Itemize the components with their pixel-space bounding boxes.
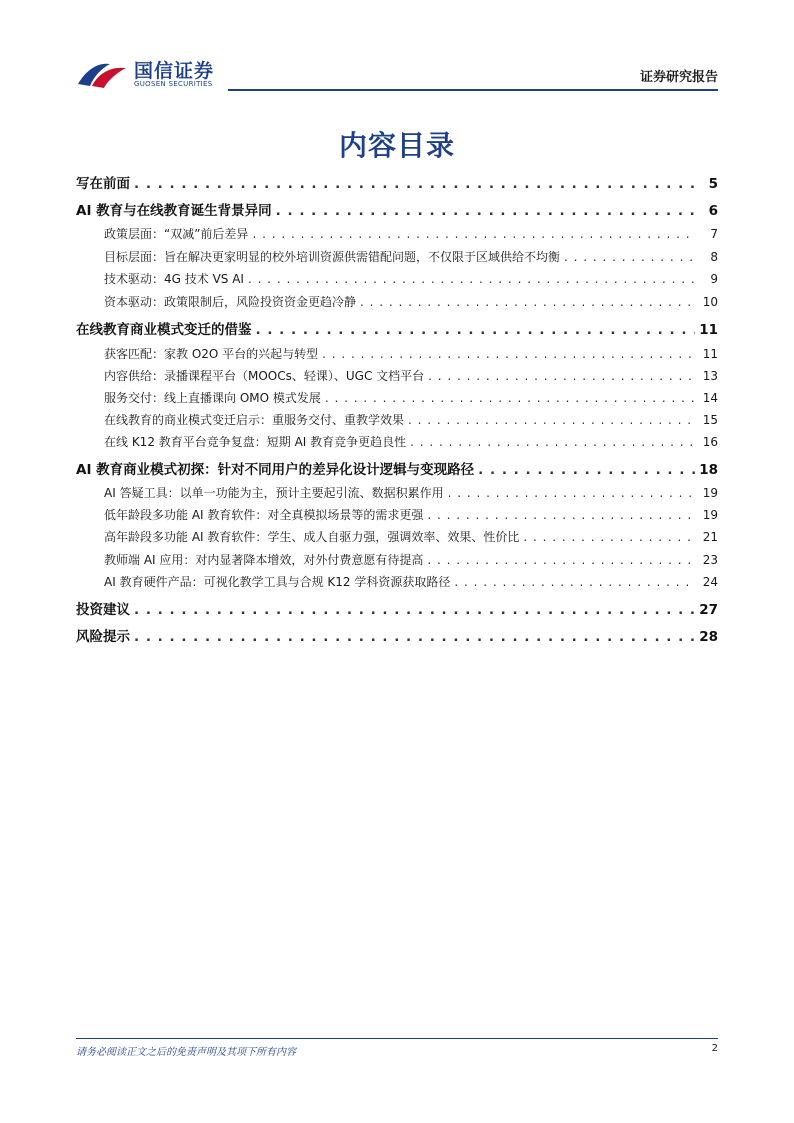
toc-entry-page: 28 [699, 629, 718, 645]
toc-entry-page: 15 [702, 413, 718, 427]
toc-entry[interactable] [76, 199, 718, 219]
toc-entry[interactable] [76, 172, 718, 192]
toc-entry-label: 技术驱动：4G 技术 VS AI [104, 272, 244, 286]
dot-leader [454, 575, 696, 589]
toc-entry-label: 低年龄段多功能 AI 教育软件：对全真模拟场景等的需求更强 [104, 508, 424, 522]
toc-entry-page: 18 [699, 462, 718, 478]
toc-entry-label: 在线 K12 教育平台竞争复盘：短期 AI 教育竞争更趋良性 [104, 435, 407, 449]
toc-subentry[interactable] [76, 389, 718, 406]
toc-entry-label: 写在前面 [76, 176, 130, 192]
toc-subentry[interactable] [76, 293, 718, 310]
toc-entry-page: 16 [702, 435, 718, 449]
toc-entry-page: 14 [702, 391, 718, 405]
toc-entry-page: 8 [710, 250, 718, 264]
toc-entry[interactable] [76, 458, 718, 478]
toc-subentry[interactable] [76, 411, 718, 428]
toc-entry-label: AI 教育商业模式初探：针对不同用户的差异化设计逻辑与变现路径 [76, 462, 475, 478]
dot-leader [564, 250, 696, 264]
toc-entry-label: 政策层面：“双减”前后差异 [104, 227, 249, 241]
toc-subentry[interactable] [76, 528, 718, 545]
dot-leader [252, 227, 696, 241]
toc-entry-page: 5 [708, 176, 718, 192]
toc-subentry[interactable] [76, 270, 718, 287]
toc-subentry[interactable] [76, 248, 718, 265]
toc-entry-page: 21 [702, 530, 718, 544]
toc-entry-label: 资本驱动：政策限制后，风险投资资金更趋冷静 [104, 295, 357, 309]
toc-entry-label: 目标层面：旨在解决更家明显的校外培训资源供需错配问题，不仅限于区域供给不均衡 [104, 250, 561, 264]
toc-entry-label: 在线教育的商业模式变迁启示：重服务交付、重教学效果 [104, 413, 405, 427]
dot-leader [276, 203, 696, 219]
toc-entry-label: 获客匹配：家教 O2O 平台的兴起与转型 [104, 347, 319, 361]
logo-english-name: GUOSEN SECURITIES [134, 80, 213, 88]
toc-entry-label: 在线教育商业模式变迁的借鉴 [76, 322, 252, 338]
toc-entry-page: 27 [699, 602, 718, 618]
toc-title: 内容目录 [338, 129, 455, 162]
toc-entry-page: 7 [710, 227, 718, 241]
toc-entry-page: 24 [702, 575, 718, 589]
dot-leader [134, 602, 695, 618]
dot-leader [322, 347, 696, 361]
toc-entry-label: 内容供给：录播课程平台（MOOCs、轻课）、UGC 文档平台 [104, 369, 425, 383]
dot-leader [523, 530, 696, 544]
toc-entry-label: 投资建议 [76, 602, 130, 618]
dot-leader [256, 322, 696, 338]
dot-leader [360, 295, 696, 309]
dot-leader [427, 553, 696, 567]
toc-entry-label: 教师端 AI 应用：对内显著降本增效，对外付费意愿有待提高 [104, 553, 424, 567]
toc-entry-page: 13 [702, 369, 718, 383]
toc-subentry[interactable] [76, 551, 718, 568]
footer-disclaimer: 请务必阅读正文之后的免责声明及其项下所有内容 [76, 1047, 296, 1058]
toc-entry-label: AI 教育与在线教育诞生背景异同 [76, 203, 272, 219]
guosen-logo-icon [76, 58, 136, 90]
toc-subentry[interactable] [76, 433, 718, 450]
dot-leader [410, 435, 696, 449]
logo-chinese-name: 国信证券 [134, 60, 215, 82]
toc-subentry[interactable] [76, 484, 718, 501]
dot-leader [428, 369, 696, 383]
toc-entry-label: AI 教育硬件产品：可视化教学工具与合规 K12 学科资源获取路径 [104, 575, 451, 589]
toc-subentry[interactable] [76, 573, 718, 590]
report-type-label: 证券研究报告 [639, 70, 718, 85]
toc-subentry[interactable] [76, 506, 718, 523]
dot-leader [408, 413, 696, 427]
toc-entry-page: 9 [710, 272, 718, 286]
dot-leader [448, 486, 696, 500]
dot-leader [248, 272, 696, 286]
toc-entry[interactable] [76, 598, 718, 618]
dot-leader [478, 462, 695, 478]
header-divider [228, 89, 718, 91]
dot-leader [427, 508, 696, 522]
dot-leader [134, 176, 696, 192]
toc-entry-page: 10 [702, 295, 718, 309]
toc-entry-label: 高年龄段多功能 AI 教育软件：学生、成人自驱力强，强调效率、效果、性价比 [104, 530, 520, 544]
toc-entry-page: 6 [708, 203, 718, 219]
toc-entry-page: 19 [702, 508, 718, 522]
toc-entry-page: 11 [699, 322, 718, 338]
toc-subentry[interactable] [76, 367, 718, 384]
toc-entry[interactable] [76, 625, 718, 645]
toc-entry-page: 23 [702, 553, 718, 567]
toc-entry-page: 11 [702, 347, 718, 361]
toc-entry-label: 服务交付：线上直播课向 OMO 模式发展 [104, 391, 321, 405]
footer-divider [76, 1038, 718, 1039]
toc-entry-label: AI 答疑工具：以单一功能为主，预计主要起引流、数据积累作用 [104, 486, 444, 500]
dot-leader [134, 629, 695, 645]
toc-entry-label: 风险提示 [76, 629, 130, 645]
toc-entry[interactable] [76, 318, 718, 338]
dot-leader [325, 391, 696, 405]
toc-entry-page: 19 [702, 486, 718, 500]
toc-subentry[interactable] [76, 345, 718, 362]
page-header [76, 52, 718, 92]
toc-subentry[interactable] [76, 225, 718, 242]
page-number: 2 [711, 1043, 718, 1054]
